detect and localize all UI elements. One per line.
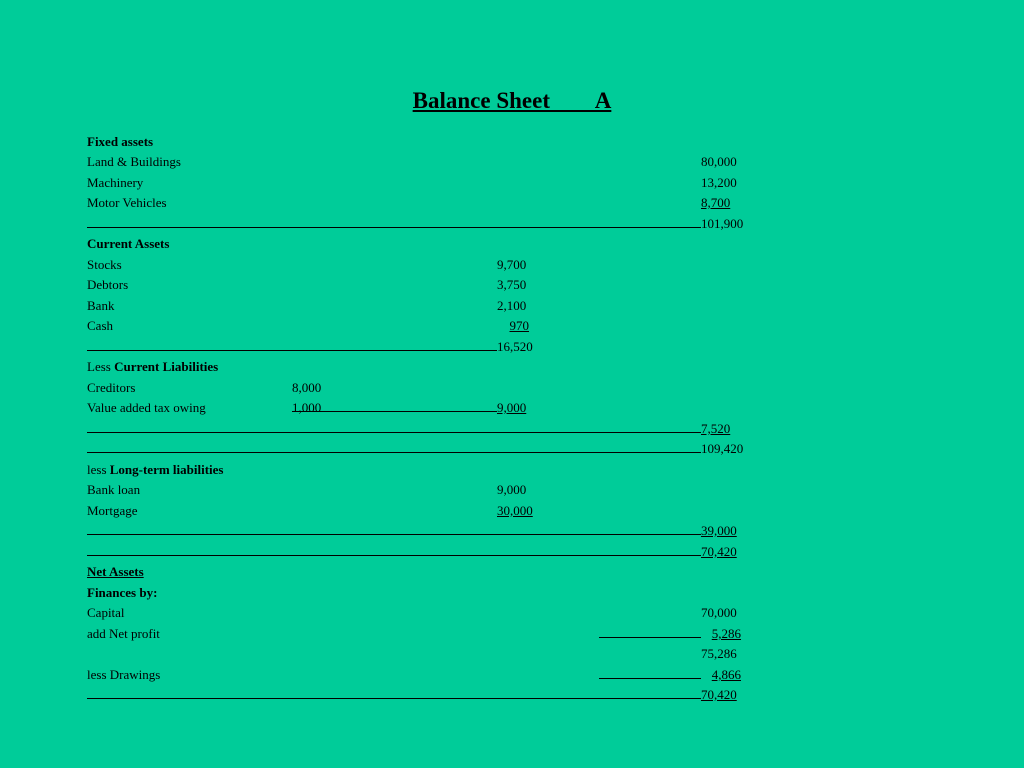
table-row [0, 316, 1024, 336]
row-value: 9,700 [497, 257, 527, 272]
subtotal-value: 109,420 [701, 441, 744, 456]
row-value: 1,000 [292, 400, 322, 415]
table-row [0, 665, 1024, 685]
working-capital-row [0, 419, 1024, 439]
table-row [0, 501, 1024, 521]
final-total: 70,420 [701, 687, 737, 702]
heading-prefix: Less [87, 359, 115, 374]
divider [87, 452, 701, 453]
row-value: 13,200 [701, 175, 737, 190]
current-assets-total: 16,520 [497, 339, 533, 354]
row-value: 2,100 [497, 298, 527, 313]
net-value: 70,420 [701, 544, 737, 559]
capital-label: Capital [87, 605, 125, 620]
subtotal-row [0, 439, 1024, 459]
heading-text: Current Liabilities [114, 359, 219, 374]
long-term-total: 39,000 [701, 523, 737, 538]
heading-text: Long-term liabilities [109, 462, 224, 477]
page-title: Balance Sheet A [412, 88, 612, 113]
divider [87, 350, 497, 351]
long-term-liabilities-heading [87, 460, 224, 480]
net-assets-row [0, 562, 1024, 582]
financed-by-heading: Finances by: [87, 585, 158, 600]
table-row [0, 173, 1024, 193]
divider [292, 411, 497, 412]
current-assets-heading: Current Assets [87, 236, 170, 251]
net-profit-label: add Net profit [87, 626, 160, 641]
current-liabilities-heading-row [0, 357, 1024, 377]
row-label: Value added tax owing [87, 400, 206, 415]
row-value: 9,000 [497, 482, 527, 497]
fixed-assets-total-row [0, 214, 1024, 234]
drawings-label: less Drawings [87, 667, 161, 682]
current-assets-heading-row [0, 234, 1024, 254]
final-total-row [0, 685, 1024, 705]
long-term-total-row [0, 521, 1024, 541]
divider [87, 227, 701, 228]
drawings-value: 4,866 [711, 667, 741, 682]
row-label: Bank [87, 298, 115, 313]
row-subtotal: 9,000 [497, 400, 527, 415]
divider [599, 678, 701, 679]
row-value: 30,000 [497, 503, 533, 518]
table-row [0, 480, 1024, 500]
divider [87, 698, 701, 699]
capital-value: 70,000 [701, 605, 737, 620]
table-row [0, 275, 1024, 295]
net-profit-value: 5,286 [711, 626, 741, 641]
table-row [0, 624, 1024, 644]
table-row [0, 378, 1024, 398]
current-assets-total-row [0, 337, 1024, 357]
row-label: Debtors [87, 277, 129, 292]
table-row [0, 255, 1024, 275]
row-label: Mortgage [87, 503, 138, 518]
long-term-liabilities-heading-row [0, 460, 1024, 480]
row-label: Machinery [87, 175, 144, 190]
row-value: 8,700 [701, 195, 731, 210]
table-row [0, 152, 1024, 172]
table-row [0, 644, 1024, 664]
row-label: Bank loan [87, 482, 141, 497]
row-label: Motor Vehicles [87, 195, 167, 210]
row-label: Creditors [87, 380, 136, 395]
row-value: 3,750 [497, 277, 527, 292]
row-label: Land & Buildings [87, 154, 181, 169]
fixed-assets-heading: Fixed assets [87, 134, 154, 149]
financed-by-row [0, 583, 1024, 603]
row-label: Stocks [87, 257, 122, 272]
heading-prefix: less [87, 462, 110, 477]
row-value: 80,000 [701, 154, 737, 169]
table-row [0, 603, 1024, 623]
divider [87, 555, 701, 556]
net-assets-heading: Net Assets [87, 564, 144, 579]
financed-subtotal: 75,286 [701, 646, 737, 661]
net-row [0, 542, 1024, 562]
working-capital-value: 7,520 [701, 421, 731, 436]
divider [87, 534, 701, 535]
fixed-assets-total: 101,900 [701, 216, 744, 231]
row-value: 970 [509, 318, 529, 333]
current-liabilities-heading [87, 357, 218, 377]
table-row [0, 398, 1024, 418]
table-row [0, 296, 1024, 316]
row-label: Cash [87, 318, 113, 333]
fixed-assets-heading-row [0, 132, 1024, 152]
divider [87, 432, 701, 433]
table-row [0, 193, 1024, 213]
divider [599, 637, 701, 638]
row-value: 8,000 [292, 380, 322, 395]
